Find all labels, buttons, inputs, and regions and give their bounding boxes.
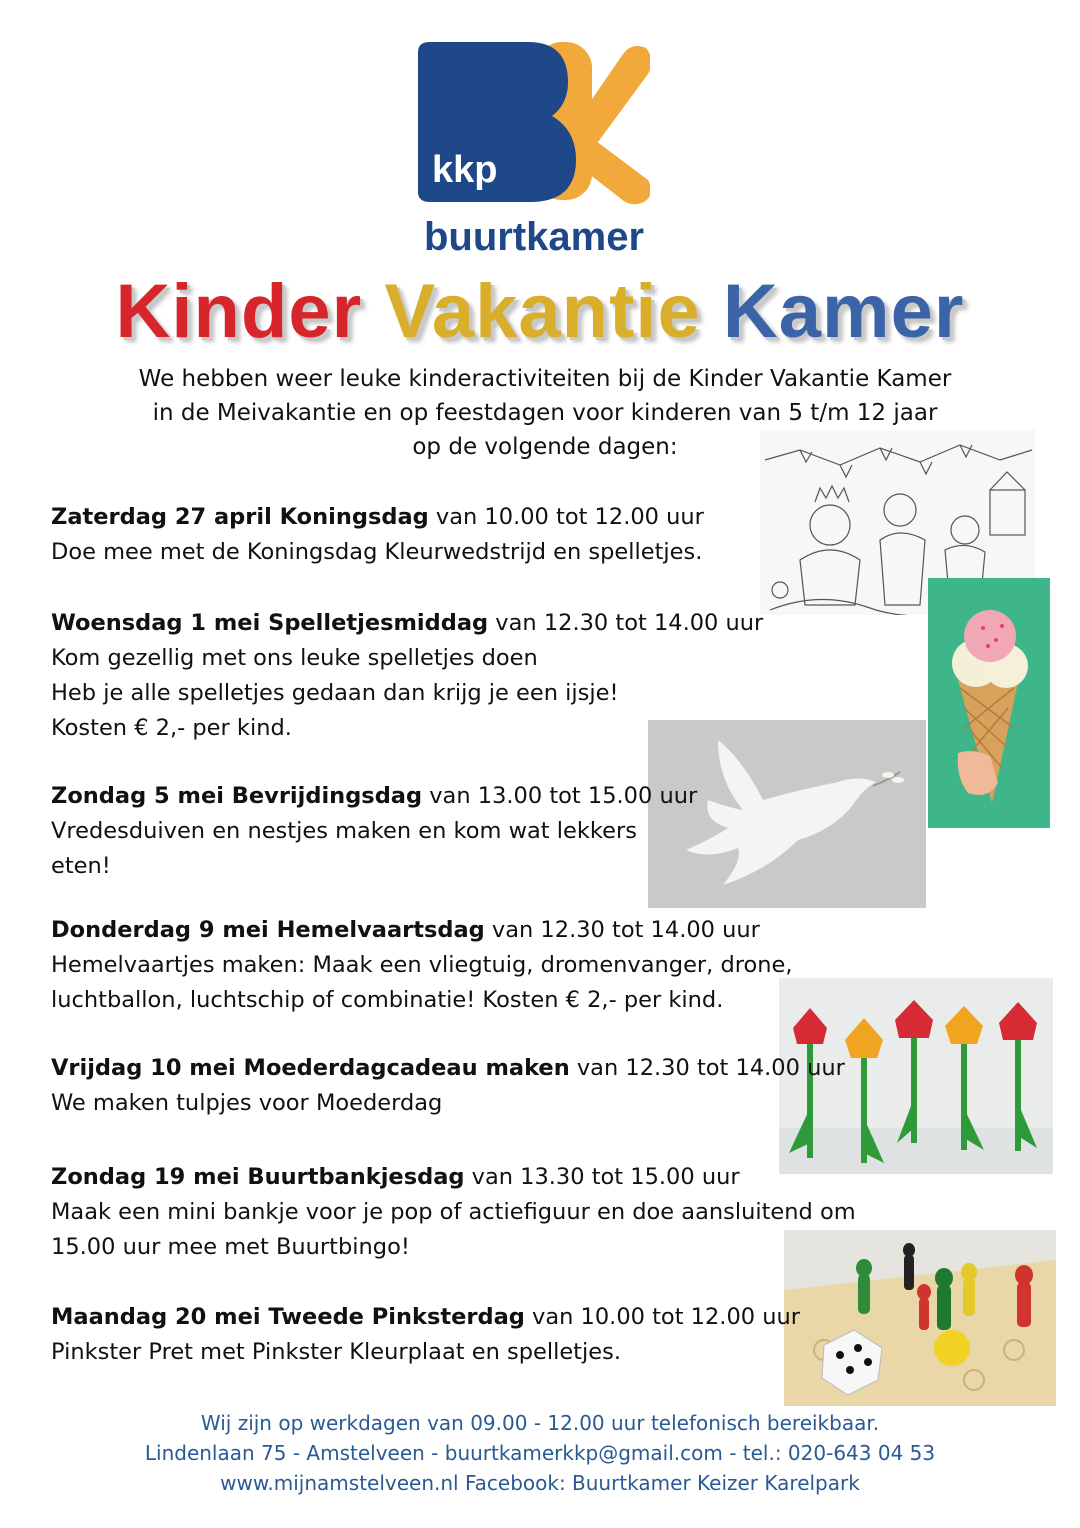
logo-mark-text: kkp bbox=[432, 149, 498, 191]
event-time: van 10.00 tot 12.00 uur bbox=[428, 504, 704, 530]
event-buurtbankjesdag bbox=[51, 1160, 856, 1265]
contact-footer bbox=[0, 1408, 1080, 1498]
event-title: Donderdag 9 mei Hemelvaartsdag bbox=[51, 917, 485, 943]
event-title: Maandag 20 mei Tweede Pinksterdag bbox=[51, 1304, 525, 1330]
event-description-line: Kosten € 2,- per kind. bbox=[51, 715, 292, 741]
event-description-line: Hemelvaartjes maken: Maak een vliegtuig, dromenvanger, drone, bbox=[51, 952, 793, 978]
event-time: van 13.00 tot 15.00 uur bbox=[422, 783, 698, 809]
intro-line: in de Meivakantie en op feestdagen voor kinderen van 5 t/m 12 jaar bbox=[152, 400, 938, 426]
event-heading bbox=[51, 913, 793, 948]
event-description-line: Kom gezellig met ons leuke spelletjes doen bbox=[51, 645, 538, 671]
event-hemelvaartsdag bbox=[51, 913, 793, 1018]
event-heading bbox=[51, 1051, 845, 1086]
event-heading bbox=[51, 1160, 856, 1195]
event-description-line: Vredesduiven en nestjes maken en kom wat lekkers bbox=[51, 818, 637, 844]
event-description-line: luchtballon, luchtschip of combinatie! Kosten € 2,- per kind. bbox=[51, 987, 724, 1013]
event-spelletjesmiddag bbox=[51, 606, 763, 746]
event-title: Zondag 5 mei Bevrijdingsdag bbox=[51, 783, 423, 809]
ice-cream-image bbox=[928, 578, 1050, 828]
event-description-line: Pinkster Pret met Pinkster Kleurplaat en spelletjes. bbox=[51, 1339, 621, 1365]
event-moederdag bbox=[51, 1051, 845, 1121]
event-time: van 10.00 tot 12.00 uur bbox=[524, 1304, 801, 1330]
event-title: Zondag 19 mei Buurtbankjesdag bbox=[51, 1164, 465, 1190]
event-heading bbox=[51, 779, 697, 814]
footer-hours: Wij zijn op werkdagen van 09.00 - 12.00 uur telefonisch bereikbaar. bbox=[200, 1411, 880, 1435]
event-time: van 13.30 tot 15.00 uur bbox=[464, 1164, 740, 1190]
footer-web-links: www.mijnamstelveen.nl Facebook: Buurtkamer Keizer Karelpark bbox=[220, 1471, 860, 1495]
footer-address: Lindenlaan 75 - Amstelveen - buurtkamerkkp@gmail.com - tel.: 020-643 04 53 bbox=[144, 1441, 936, 1465]
event-description-line: Doe mee met de Koningsdag Kleurwedstrijd en spelletjes. bbox=[51, 539, 703, 565]
event-description-line: Maak een mini bankje voor je pop of actiefiguur en doe aansluitend om bbox=[51, 1199, 856, 1225]
headline bbox=[0, 268, 1080, 355]
event-description-line: Heb je alle spelletjes gedaan dan krijg je een ijsje! bbox=[51, 680, 619, 706]
headline-word-kamer: Kamer bbox=[722, 269, 965, 354]
buurtkamer-logo bbox=[418, 42, 650, 257]
event-description-line: eten! bbox=[51, 853, 111, 879]
event-title: Vrijdag 10 mei Moederdagcadeau maken bbox=[51, 1055, 570, 1081]
event-pinksterdag bbox=[51, 1300, 800, 1370]
headline-word-vakantie: Vakantie bbox=[384, 269, 701, 354]
event-koningsdag bbox=[51, 500, 704, 570]
event-description-line: We maken tulpjes voor Moederdag bbox=[51, 1090, 443, 1116]
event-heading bbox=[51, 606, 763, 641]
event-heading bbox=[51, 500, 704, 535]
intro-line: op de volgende dagen: bbox=[412, 434, 678, 460]
event-heading bbox=[51, 1300, 800, 1335]
intro-line: We hebben weer leuke kinderactiviteiten bij de Kinder Vakantie Kamer bbox=[138, 366, 952, 392]
event-time: van 12.30 tot 14.00 uur bbox=[484, 917, 760, 943]
headline-word-kinder: Kinder bbox=[115, 269, 363, 354]
logo-name-text: buurtkamer bbox=[423, 215, 645, 257]
event-time: van 12.30 tot 14.00 uur bbox=[488, 610, 764, 636]
event-time: van 12.30 tot 14.00 uur bbox=[569, 1055, 845, 1081]
event-description-line: 15.00 uur mee met Buurtbingo! bbox=[51, 1234, 410, 1260]
event-title: Zaterdag 27 april Koningsdag bbox=[51, 504, 429, 530]
event-bevrijdingsdag bbox=[51, 779, 697, 884]
event-title: Woensdag 1 mei Spelletjesmiddag bbox=[51, 610, 489, 636]
